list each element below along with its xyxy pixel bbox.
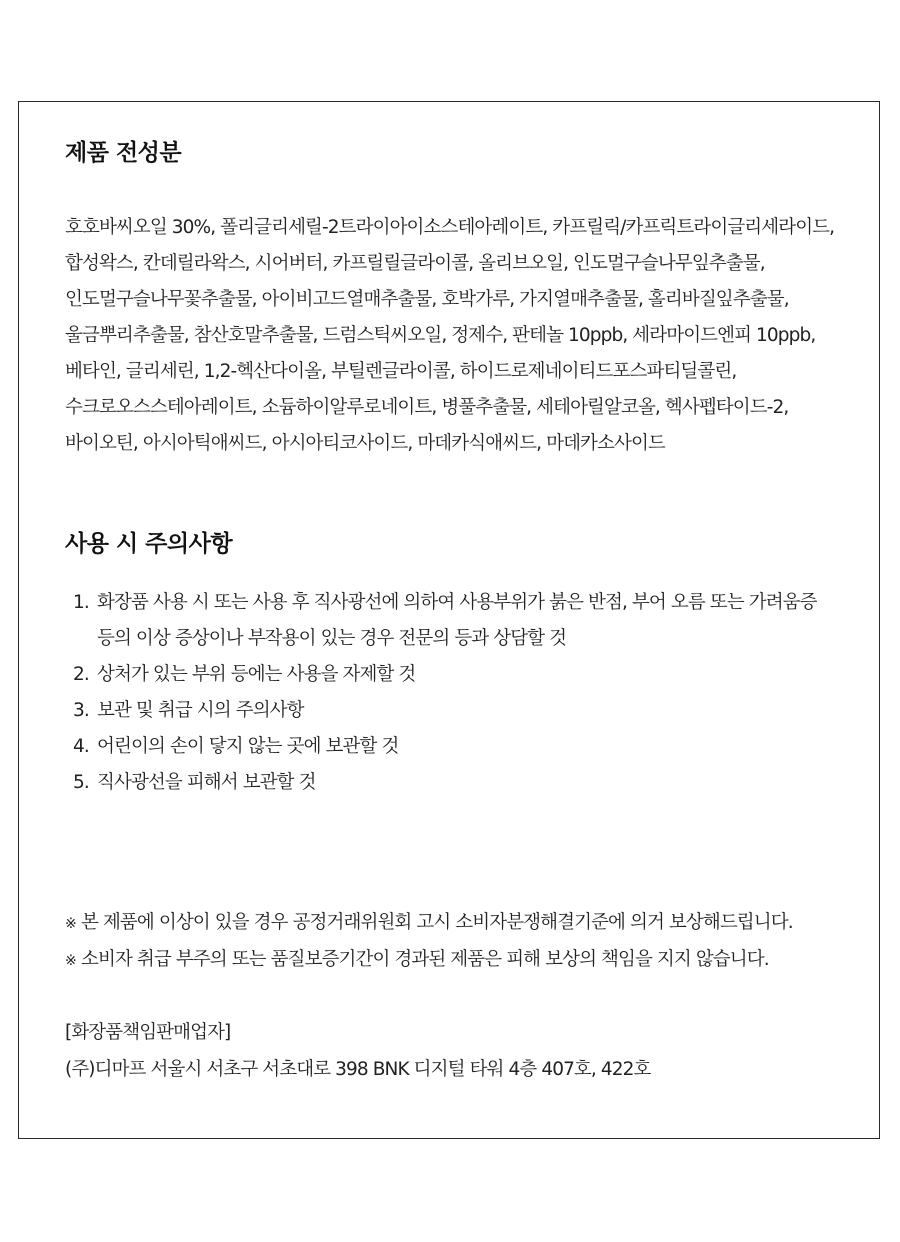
notice-line [65,942,865,979]
notice-line [65,905,865,942]
precaution-text: 보관 및 취급 시의 주의사항 [97,700,304,721]
precautions-list [65,585,855,801]
notice-text: 본 제품에 이상이 있을 경우 공정거래위원회 고시 소비자분쟁해결기준에 의거 보상해드립니다. [81,912,793,933]
precaution-number: 5. [73,772,89,793]
company-address: (주)디마프 서울시 서초구 서초대로 398 BNK 디지털 타워 4층 407호, 422호 [65,1059,651,1080]
precaution-text: 상처가 있는 부위 등에는 사용을 자제할 것 [97,664,416,685]
reference-mark-icon: ※ [65,953,76,969]
notices [65,905,865,979]
precaution-item [65,657,855,693]
precaution-item [65,765,855,801]
precaution-item [65,585,855,657]
notice-text: 소비자 취급 부주의 또는 품질보증기간이 경과된 제품은 피해 보상의 책임을 지지 않습니다. [81,949,769,970]
precaution-item [65,693,855,729]
product-info-box [18,101,880,1139]
ingredients-text: 호호바씨오일 30%, 폴리글리세릴-2트라이아이소스테아레이트, 카프릴릭/카프릭트라이글리세라이드, 합성왁스, 칸데릴라왁스, 시어버터, 카프릴릴글라이콜, 올리브오일, 인도멀구슬나무잎추출물, 인도멀구슬나무꽃추출물, 아이비고드열매추출물, 호박가루, 가지열매추출물, 홀리바질잎추출물, 울금뿌리추출물, 참산호말추출물, 드럼스틱씨오일, 정제수, 판테놀 10ppb, 세라마이드엔피 10ppb, 베타인, 글리세린, 1,2-헥산다이올, 부틸렌글라이콜, 하이드로제네이티드포스파티딜콜린, 수크로오스스테아레이트, 소듐하이알루로네이트, 병풀추출물, 세테아릴알코올, 헥사펩타이드-2, 바이오틴, 아시아틱애씨드, 아시아티코사이드, 마데카식애씨드, 마데카소사이드 [65,217,835,454]
precaution-number: 1. [73,592,89,613]
precaution-number: 3. [73,700,89,721]
precaution-text: 직사광선을 피해서 보관할 것 [97,772,316,793]
company-info [65,1014,865,1088]
ingredients-title: 제품 전성분 [65,140,182,166]
precaution-text: 화장품 사용 시 또는 사용 후 직사광선에 의하여 사용부위가 붉은 반점, 부어 오름 또는 가려움증 등의 이상 증상이나 부작용이 있는 경우 전문의 등과 상담할 것 [97,592,817,649]
reference-mark-icon: ※ [65,916,76,932]
precaution-item [65,729,855,765]
precaution-number: 4. [73,736,89,757]
precaution-number: 2. [73,664,89,685]
company-label: [화장품책임판매업자] [65,1022,231,1043]
precaution-text: 어린이의 손이 닿지 않는 곳에 보관할 것 [97,736,399,757]
precautions-title: 사용 시 주의사항 [65,531,233,557]
